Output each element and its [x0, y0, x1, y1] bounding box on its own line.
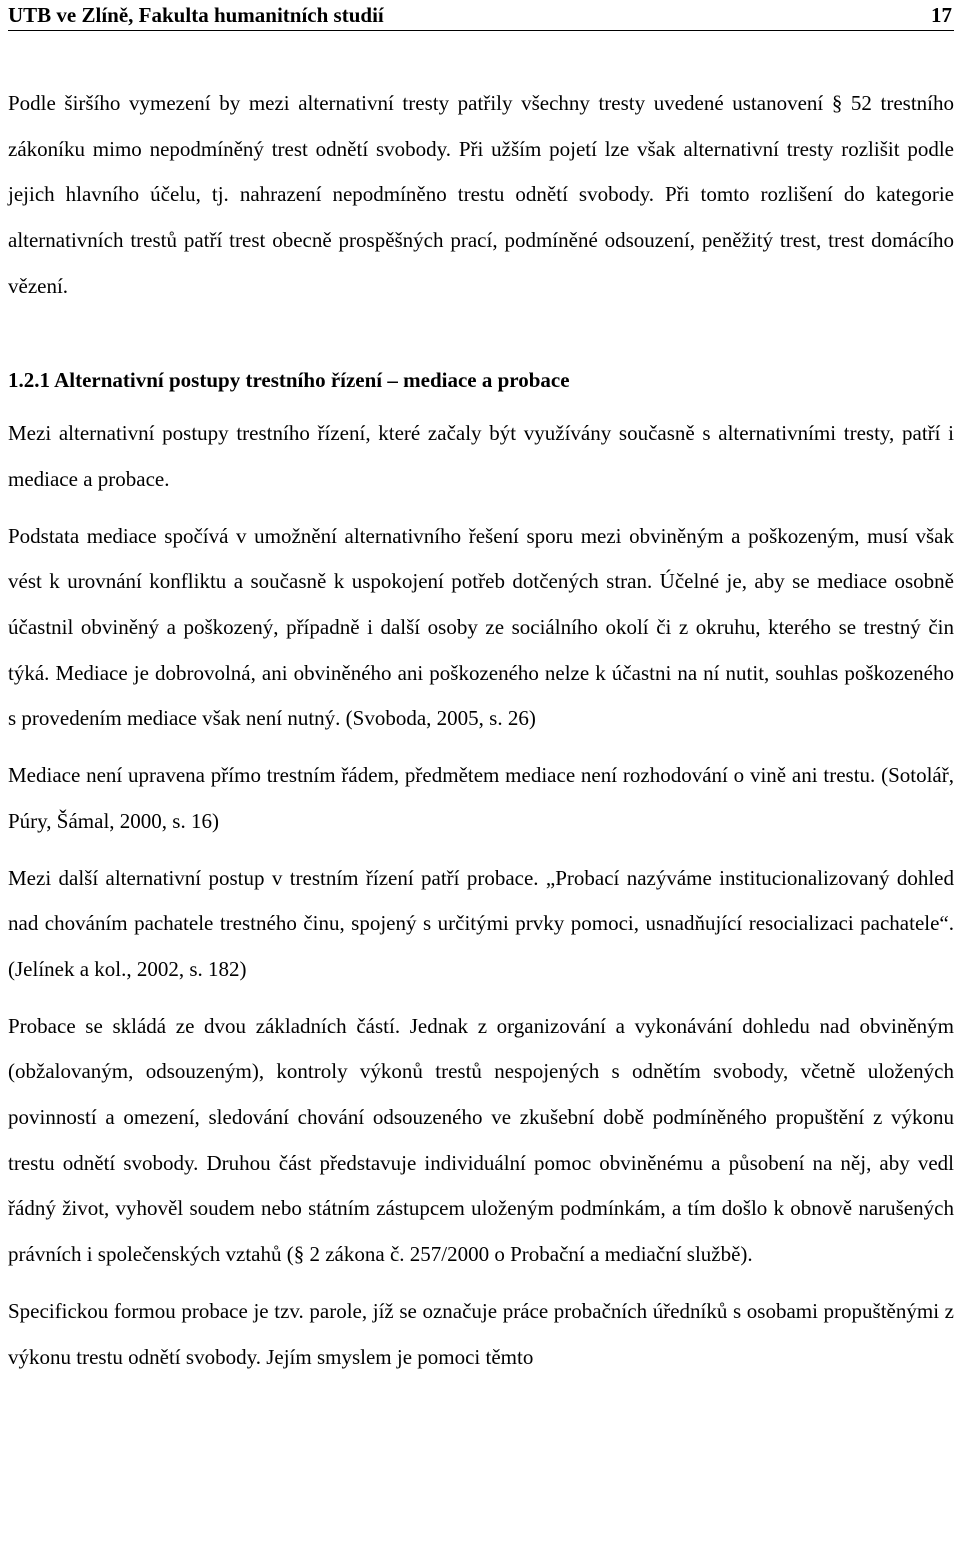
- section-heading: 1.2.1 Alternativní postupy trestního řízení – mediace a probace: [8, 367, 570, 392]
- paragraph-probation-parts: Probace se skládá ze dvou základních částí. Jednak z organizování a vykonávání dohledu nad obviněným (obžalovaným, odsouzeným), kontroly výkonů trestů nespojených s odnětím svobody, včetně uložených povinností a omezení, sledování chování odsouzeného ve zkušební době podmíněného propuštění z výkonu trestu odnětí svobody. Druhou část představuje individuální pomoc obviněnému a působení na něj, aby vedl řádný život, vyhověl soudem nebo státním zástupcem uloženým podmínkám, a tím došlo k obnově narušených právních i společenských vztahů (§ 2 zákona č. 257/2000 o Probační a mediační službě).: [8, 1013, 954, 1267]
- page-number: 17: [931, 3, 952, 27]
- page-header: [8, 0, 954, 31]
- header-title: UTB ve Zlíně, Fakulta humanitních studií: [8, 3, 384, 27]
- paragraph-alternative-punishments: Podle širšího vymezení by mezi alternativní tresty patřily všechny tresty uvedené ustanovení § 52 trestního zákoníku mimo nepodmíněný trest odnětí svobody. Při užším pojetí lze však alternativní tresty rozlišit podle jejich hlavního účelu, tj. nahrazení nepodmíněno trestu odnětí svobody. Při tomto rozlišení do kategorie alternativních trestů patří trest obecně prospěšných prací, podmíněné odsouzení, peněžitý trest, trest domácího vězení.: [8, 91, 954, 298]
- paragraph-mediation: Podstata mediace spočívá v umožnění alternativního řešení sporu mezi obviněným a poškozeným, musí však vést k urovnání konfliktu a současně k uspokojení potřeb dotčených stran. Účelné je, aby se mediace osobně účastnil obviněný a poškozený, případně i další osoby ze sociálního okolí či z okruhu, kterého se trestný čin týká. Mediace je dobrovolná, ani obviněného ani poškozeného nelze k účastni na ní nutit, souhlas poškozeného s provedením mediace však není nutný. (Svoboda, 2005, s. 26): [8, 523, 954, 731]
- paragraph-mediation-regulation: Mediace není upravena přímo trestním řádem, předmětem mediace není rozhodování o vině ani trestu. (Sotolář, Púry, Šámal, 2000, s. 16): [8, 763, 954, 833]
- paragraph-probation-definition: Mezi další alternativní postup v trestním řízení patří probace. „Probací nazýváme institucionalizovaný dohled nad chováním pachatele trestného činu, spojený s určitými prvky pomoci, usnadňující resocializaci pachatele“. (Jelínek a kol., 2002, s. 182): [8, 865, 954, 981]
- document-page: [8, 0, 954, 1380]
- paragraph-intro: Mezi alternativní postupy trestního řízení, které začaly být využívány současně s alternativními tresty, patří i mediace a probace.: [8, 421, 954, 491]
- paragraph-parole: Specifickou formou probace je tzv. parole, jíž se označuje práce probačních úředníků s osobami propuštěnými z výkonu trestu odnětí svobody. Jejím smyslem je pomoci těmto: [8, 1298, 954, 1369]
